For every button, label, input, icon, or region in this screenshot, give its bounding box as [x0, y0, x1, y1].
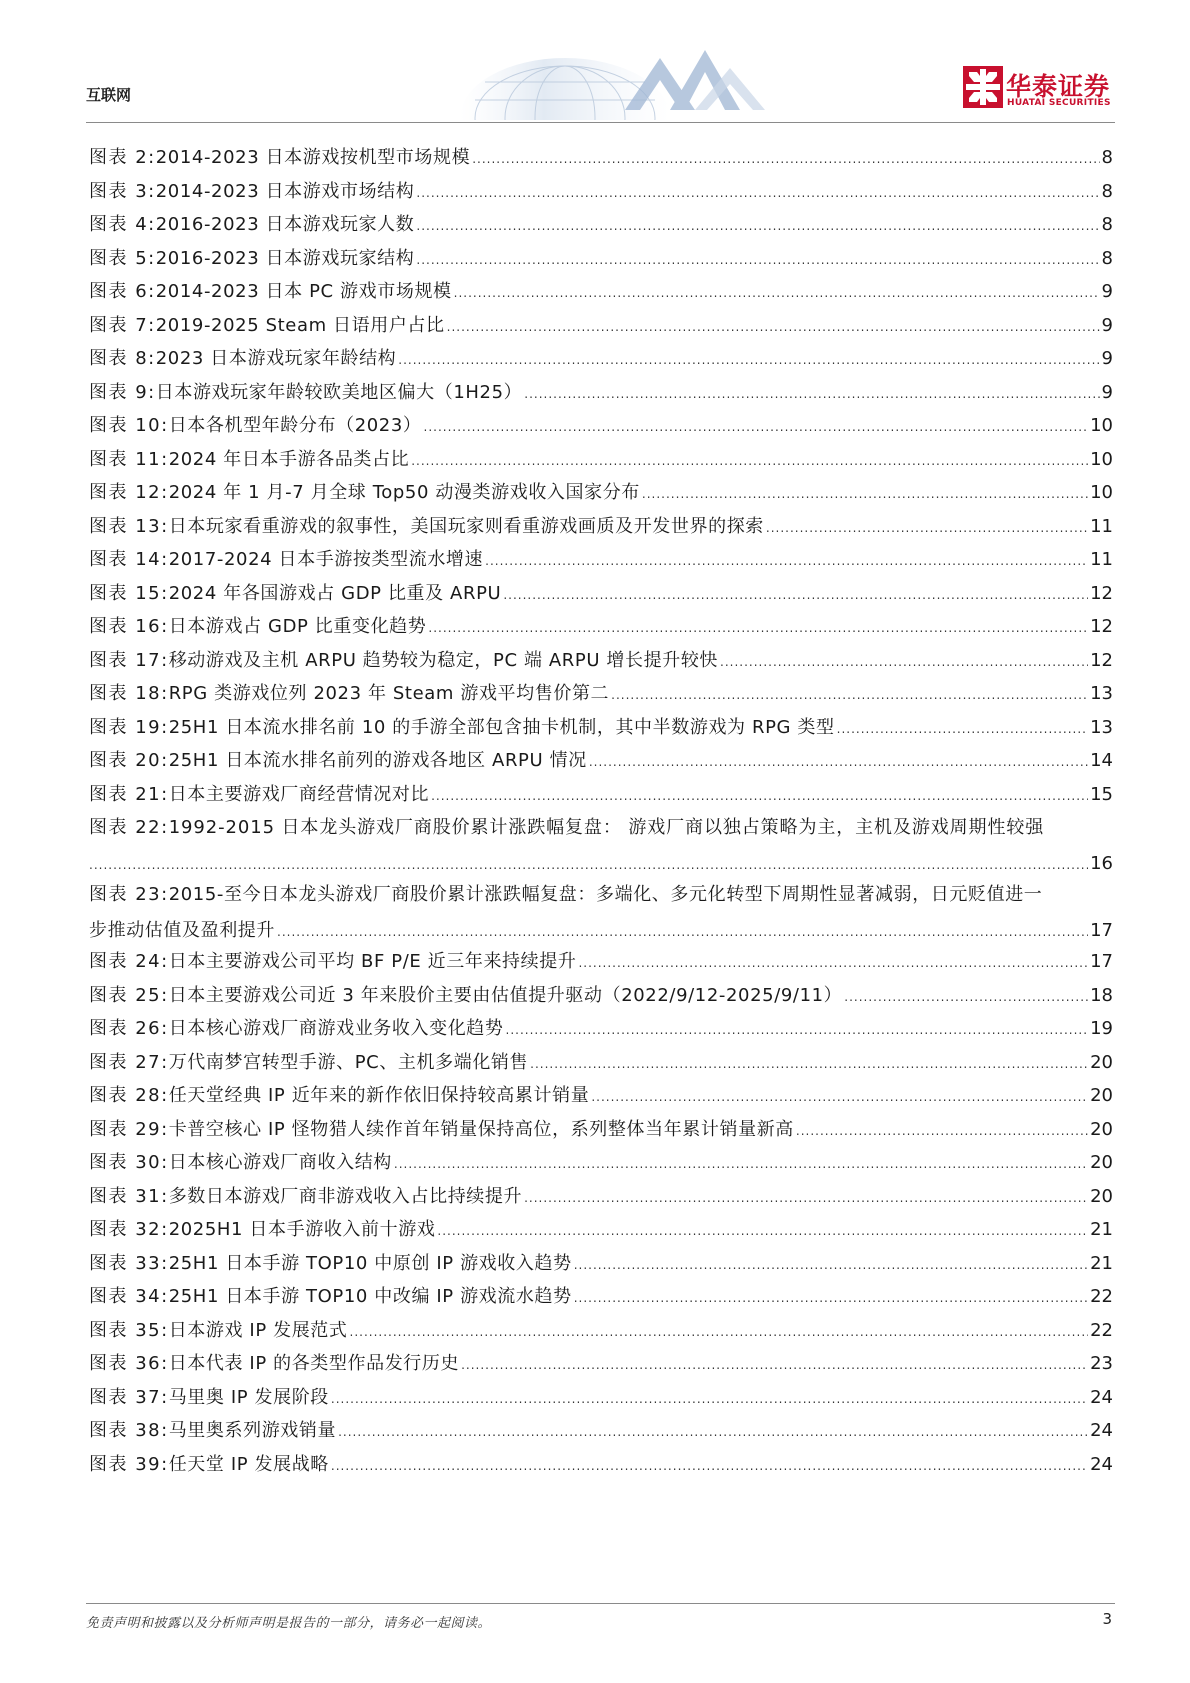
toc-label: 图表 15:	[89, 582, 169, 604]
toc-entry[interactable]	[89, 1447, 1113, 1483]
toc-title: 2024 年各国游戏占 GDP 比重及 ARPU	[168, 582, 502, 604]
toc-label: 图表 13:	[89, 515, 169, 537]
toc-title: 2017-2024 日本手游按类型流水增速	[168, 549, 484, 570]
toc-title: 2014-2023 日本游戏按机型市场规模	[155, 147, 471, 168]
toc-page-number: 20	[1090, 1185, 1113, 1207]
toc-leader-dots	[416, 208, 1099, 244]
toc-entry[interactable]	[89, 1313, 1113, 1349]
toc-leader-dots	[331, 1381, 1088, 1417]
toc-label: 图表 10:	[89, 415, 169, 436]
company-logo	[963, 66, 1123, 110]
toc-label: 图表 38:	[89, 1420, 169, 1441]
toc-page-number: 24	[1090, 1386, 1113, 1408]
toc-page-number: 10	[1090, 415, 1113, 436]
toc-page-number: 13	[1090, 683, 1113, 704]
toc-title: 马里奥 IP 发展阶段	[168, 1386, 329, 1408]
toc-leader-dots	[350, 1314, 1089, 1350]
toc-leader-dots	[416, 175, 1099, 211]
toc-entry[interactable]	[89, 408, 1113, 444]
toc-title: 日本游戏玩家年龄较欧美地区偏大（1H25）	[155, 381, 523, 403]
toc-title: RPG 类游戏位列 2023 年 Steam 游戏平均售价第二	[168, 683, 610, 704]
toc-page-number: 9	[1101, 381, 1113, 403]
toc-leader-dots	[766, 510, 1088, 546]
toc-entry[interactable]	[89, 174, 1113, 210]
section-title: 互联网	[86, 86, 132, 104]
toc-page-number: 8	[1101, 147, 1113, 168]
toc-label: 图表 16:	[89, 616, 169, 637]
toc-page-number: 14	[1090, 750, 1113, 771]
toc-label: 图表 37:	[89, 1386, 169, 1408]
toc-title: 日本核心游戏厂商收入结构	[168, 1152, 392, 1173]
toc-entry[interactable]	[89, 542, 1113, 578]
toc-page-number: 12	[1090, 582, 1113, 604]
toc-label: 图表 4:	[89, 214, 156, 235]
toc-leader-dots	[796, 1113, 1088, 1149]
toc-leader-dots	[338, 1414, 1088, 1450]
toc-label: 图表 33:	[89, 1252, 169, 1274]
toc-leader-dots	[411, 443, 1088, 479]
page-number: 3	[1102, 1610, 1112, 1628]
toc-title: 卡普空核心 IP 怪物猎人续作首年销量保持高位，系列整体当年累计销量新高	[168, 1118, 794, 1140]
toc-page-number: 19	[1090, 1018, 1113, 1039]
toc-leader-dots	[589, 744, 1088, 780]
toc-page-number: 12	[1090, 616, 1113, 637]
toc-entry[interactable]	[89, 509, 1113, 545]
toc-label: 图表 7:	[89, 314, 156, 336]
toc-entry[interactable]	[89, 1246, 1113, 1282]
toc-title: 日本核心游戏厂商游戏业务收入变化趋势	[168, 1018, 504, 1039]
toc-leader-dots	[472, 141, 1099, 177]
toc-label: 图表 14:	[89, 549, 169, 570]
toc-entry[interactable]	[89, 274, 1113, 310]
toc-entry-wrapped[interactable]	[89, 810, 1113, 882]
toc-entry[interactable]	[89, 1413, 1113, 1449]
toc-entry[interactable]	[89, 341, 1113, 377]
globe-banner-graphic	[455, 40, 785, 120]
toc-leader-dots	[844, 979, 1088, 1015]
toc-entry[interactable]	[89, 375, 1113, 411]
toc-label: 图表 8:	[89, 348, 156, 369]
toc-title: 多数日本游戏厂商非游戏收入占比持续提升	[168, 1185, 523, 1207]
toc-page-number: 8	[1101, 247, 1113, 269]
toc-page-number: 23	[1090, 1353, 1113, 1374]
toc-entry[interactable]	[89, 944, 1113, 980]
toc-label: 图表 34:	[89, 1286, 169, 1307]
toc-title: 25H1 日本手游 TOP10 中原创 IP 游戏收入趋势	[168, 1252, 572, 1274]
toc-entry-wrapped[interactable]	[89, 877, 1113, 949]
toc-entry[interactable]	[89, 643, 1113, 679]
toc-title: 2019-2025 Steam 日语用户占比	[155, 314, 445, 336]
toc-title: 2016-2023 日本游戏玩家人数	[155, 214, 415, 235]
toc-entry[interactable]	[89, 676, 1113, 712]
toc-title: 1992-2015 日本龙头游戏厂商股价累计涨跌幅复盘： 游戏厂商以独占策略为主，主机及游戏周期性较强	[168, 817, 1045, 838]
toc-entry[interactable]	[89, 1380, 1113, 1416]
toc-leader-dots	[611, 677, 1088, 713]
toc-label: 图表 26:	[89, 1018, 169, 1039]
logo-text-en: HUATAI SECURITIES	[1007, 98, 1111, 108]
toc-title: 2023 日本游戏玩家年龄结构	[155, 348, 397, 369]
toc-page-number: 18	[1090, 984, 1113, 1006]
toc-entry[interactable]	[89, 1112, 1113, 1148]
toc-leader-dots	[331, 1448, 1088, 1484]
toc-title: 25H1 日本流水排名前列的游戏各地区 ARPU 情况	[168, 750, 587, 771]
toc-leader-dots	[437, 1213, 1088, 1249]
toc-label: 图表 28:	[89, 1085, 169, 1106]
toc-leader-dots	[524, 376, 1099, 412]
toc-entry[interactable]	[89, 308, 1113, 344]
toc-label: 图表 39:	[89, 1453, 169, 1475]
toc-entry[interactable]	[89, 475, 1113, 511]
toc-title: 任天堂经典 IP 近年来的新作依旧保持较高累计销量	[168, 1085, 590, 1106]
toc-entry[interactable]	[89, 1045, 1113, 1081]
toc-entry[interactable]	[89, 777, 1113, 813]
toc-leader-dots	[524, 1180, 1088, 1216]
toc-title: 2015-至今日本龙头游戏厂商股价累计涨跌幅复盘：多端化、多元化转型下周期性显著减弱，日元贬值进一	[168, 884, 1043, 905]
toc-title: 日本游戏占 GDP 比重变化趋势	[168, 616, 427, 637]
toc-title: 2014-2023 日本 PC 游戏市场规模	[155, 281, 452, 302]
toc-leader-dots	[447, 309, 1100, 345]
toc-label: 图表 5:	[89, 247, 156, 269]
toc-label: 图表 24:	[89, 951, 169, 972]
toc-page-number: 22	[1090, 1319, 1113, 1341]
toc-title: 日本玩家看重游戏的叙事性，美国玩家则看重游戏画质及开发世界的探索	[168, 515, 764, 537]
toc-leader-dots	[642, 476, 1088, 512]
toc-title: 2024 年 1 月-7 月全球 Top50 动漫类游戏收入国家分布	[168, 482, 640, 503]
toc-label: 图表 32:	[89, 1219, 169, 1240]
toc-entry[interactable]	[89, 1145, 1113, 1181]
toc-label: 图表 23:	[89, 884, 169, 905]
toc-page-number: 10	[1090, 448, 1113, 470]
toc-label: 图表 30:	[89, 1152, 169, 1173]
toc-page-number: 16	[1090, 853, 1113, 874]
toc-entry[interactable]	[89, 978, 1113, 1014]
toc-label: 图表 12:	[89, 482, 169, 503]
header-divider	[86, 122, 1115, 123]
toc-title: 马里奥系列游戏销量	[168, 1420, 337, 1441]
toc-page-number: 11	[1090, 515, 1113, 537]
toc-leader-dots	[416, 242, 1099, 278]
toc-leader-dots	[485, 543, 1088, 579]
toc-leader-dots	[503, 577, 1088, 613]
toc-page-number: 17	[1090, 920, 1113, 941]
toc-page-number: 9	[1101, 281, 1113, 302]
toc-title-continued: 步推动估值及盈利提升	[89, 920, 275, 941]
toc-entry[interactable]	[89, 609, 1113, 645]
toc-entry[interactable]	[89, 442, 1113, 478]
toc-entry[interactable]	[89, 207, 1113, 243]
toc-page-number: 9	[1101, 348, 1113, 369]
toc-label: 图表 11:	[89, 448, 169, 470]
toc-title: 日本游戏 IP 发展范式	[168, 1319, 348, 1341]
toc-page-number: 17	[1090, 951, 1113, 972]
toc-label: 图表 31:	[89, 1185, 169, 1207]
toc-entry[interactable]	[89, 1212, 1113, 1248]
footer-divider	[86, 1603, 1115, 1604]
toc-title: 日本主要游戏公司近 3 年来股价主要由估值提升驱动（2022/9/12-2025/9/11）	[168, 984, 843, 1006]
toc-leader-dots	[506, 1012, 1089, 1048]
toc-entry[interactable]	[89, 241, 1113, 277]
toc-title: 日本主要游戏厂商经营情况对比	[168, 783, 430, 805]
toc-leader-dots	[574, 1280, 1088, 1316]
footer-disclaimer: 免责声明和披露以及分析师声明是报告的一部分，请务必一起阅读。	[86, 1616, 492, 1631]
toc-label: 图表 21:	[89, 783, 169, 805]
toc-title: 2024 年日本手游各品类占比	[168, 448, 410, 470]
toc-page-number: 15	[1090, 783, 1113, 805]
toc-leader-dots	[720, 644, 1088, 680]
toc-entry[interactable]	[89, 1346, 1113, 1382]
toc-leader-dots	[837, 711, 1088, 747]
toc-leader-dots	[428, 610, 1088, 646]
toc-title: 25H1 日本手游 TOP10 中改编 IP 游戏流水趋势	[168, 1286, 572, 1307]
toc-label: 图表 6:	[89, 281, 156, 302]
toc-label: 图表 9:	[89, 381, 156, 403]
toc-leader-dots	[461, 1347, 1088, 1383]
toc-page-number: 20	[1090, 1118, 1113, 1140]
toc-entry[interactable]	[89, 710, 1113, 746]
toc-label: 图表 18:	[89, 683, 169, 704]
toc-page-number: 24	[1090, 1453, 1113, 1475]
toc-entry[interactable]	[89, 1078, 1113, 1114]
toc-title: 25H1 日本流水排名前 10 的手游全部包含抽卡机制，其中半数游戏为 RPG 类型	[168, 716, 835, 738]
toc-label: 图表 36:	[89, 1353, 169, 1374]
toc-label: 图表 22:	[89, 817, 169, 838]
toc-label: 图表 17:	[89, 649, 169, 671]
toc-title: 2014-2023 日本游戏市场结构	[155, 180, 415, 202]
toc-leader-dots	[394, 1146, 1088, 1182]
toc-label: 图表 19:	[89, 716, 169, 738]
toc-entry[interactable]	[89, 1011, 1113, 1047]
toc-leader-dots	[574, 1247, 1088, 1283]
toc-page-number: 20	[1090, 1051, 1113, 1073]
logo-text-cn: 华泰证券	[1006, 72, 1111, 101]
toc-entry[interactable]	[89, 743, 1113, 779]
toc-page-number: 12	[1090, 649, 1113, 671]
toc-title: 任天堂 IP 发展战略	[168, 1453, 329, 1475]
toc-label: 图表 29:	[89, 1118, 169, 1140]
toc-title: 日本主要游戏公司平均 BF P/E 近三年来持续提升	[168, 951, 577, 972]
toc-page-number: 8	[1101, 180, 1113, 202]
toc-leader-dots	[530, 1046, 1088, 1082]
huatai-logo-icon	[963, 66, 1003, 108]
toc-page-number: 11	[1090, 549, 1113, 570]
toc-entry[interactable]	[89, 140, 1113, 176]
toc-title: 2025H1 日本手游收入前十游戏	[168, 1219, 436, 1240]
toc-title: 日本各机型年龄分布（2023）	[168, 415, 422, 436]
toc-label: 图表 27:	[89, 1051, 169, 1073]
toc-entry[interactable]	[89, 576, 1113, 612]
toc-leader-dots	[578, 945, 1088, 981]
toc-label: 图表 20:	[89, 750, 169, 771]
toc-leader-dots	[454, 275, 1100, 311]
toc-page-number: 22	[1090, 1286, 1113, 1307]
toc-page-number: 20	[1090, 1152, 1113, 1173]
toc-page-number: 13	[1090, 716, 1113, 738]
toc-title: 日本代表 IP 的各类型作品发行历史	[168, 1353, 460, 1374]
toc-page-number: 8	[1101, 214, 1113, 235]
toc-entry[interactable]	[89, 1279, 1113, 1315]
toc-leader-dots	[424, 409, 1089, 445]
toc-page-number: 21	[1090, 1252, 1113, 1274]
toc-page-number: 20	[1090, 1085, 1113, 1106]
toc-label: 图表 25:	[89, 984, 169, 1006]
toc-title: 万代南梦宫转型手游、PC、主机多端化销售	[168, 1051, 529, 1073]
toc-leader-dots	[398, 342, 1099, 378]
toc-leader-dots	[431, 778, 1088, 814]
toc-title: 2016-2023 日本游戏玩家结构	[155, 247, 415, 269]
toc-page-number: 24	[1090, 1420, 1113, 1441]
toc-label: 图表 35:	[89, 1319, 169, 1341]
toc-page-number: 10	[1090, 482, 1113, 503]
toc-label: 图表 3:	[89, 180, 156, 202]
toc-page-number: 21	[1090, 1219, 1113, 1240]
toc-label: 图表 2:	[89, 147, 156, 168]
toc-page-number: 9	[1101, 314, 1113, 336]
toc-title: 移动游戏及主机 ARPU 趋势较为稳定，PC 端 ARPU 增长提升较快	[168, 649, 719, 671]
toc-leader-dots	[591, 1079, 1088, 1115]
toc-entry[interactable]	[89, 1179, 1113, 1215]
